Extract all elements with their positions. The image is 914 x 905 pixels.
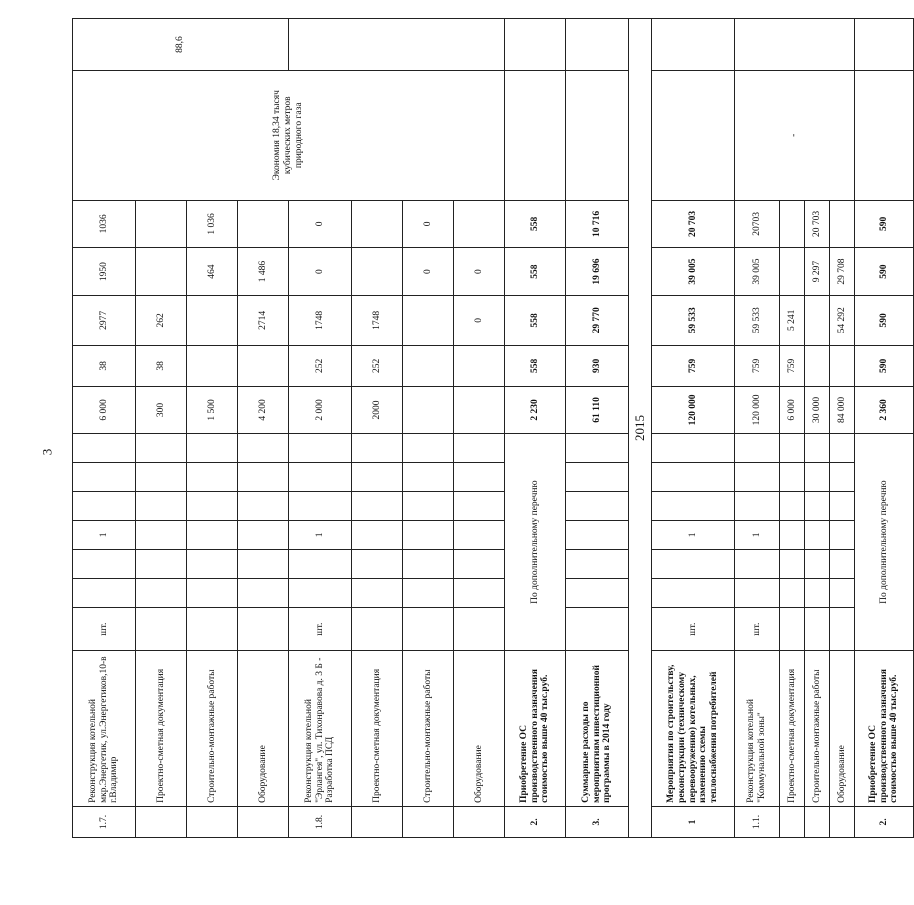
row-number [454, 806, 505, 837]
value-cell: 20 703 [652, 200, 735, 248]
empty-cell [187, 549, 238, 578]
unit-cell [136, 607, 187, 651]
row-name: Реконструкция котельной "Эрлангея", ул. Тихонравова д. 3 Б - Разработка ПСД [289, 651, 352, 807]
empty-cell [352, 549, 403, 578]
value-cell: 759 [780, 345, 805, 386]
value-cell: 0 [403, 248, 454, 296]
quantity-cell [403, 520, 454, 549]
empty-cell [652, 549, 735, 578]
empty-cell [289, 19, 505, 71]
value-cell: 590 [855, 248, 914, 296]
empty-cell [73, 578, 136, 607]
empty-cell [566, 491, 629, 520]
row-name: Оборудование [238, 651, 289, 807]
table-row [505, 19, 566, 838]
empty-cell [136, 491, 187, 520]
row-number [805, 806, 830, 837]
row-number: 2. [855, 806, 914, 837]
empty-cell [403, 433, 454, 462]
row-name: Оборудование [454, 651, 505, 807]
value-cell: 29 770 [566, 295, 629, 345]
value-cell: 590 [855, 200, 914, 248]
value-cell: 558 [505, 200, 566, 248]
value-cell [238, 345, 289, 386]
unit-cell [780, 607, 805, 651]
value-cell: 1950 [73, 248, 136, 296]
value-cell: 59 533 [735, 295, 780, 345]
row-name: Строительно-монтажные работы [403, 651, 454, 807]
empty-cell [735, 19, 855, 71]
value-cell: 0 [289, 200, 352, 248]
total-cell: 4 200 [238, 387, 289, 434]
quantity-cell: 1 [73, 520, 136, 549]
value-cell [403, 345, 454, 386]
value-cell [830, 200, 855, 248]
empty-cell [780, 549, 805, 578]
empty-cell [403, 549, 454, 578]
empty-cell [566, 607, 629, 651]
total-cell: 2000 [352, 387, 403, 434]
value-cell [238, 200, 289, 248]
value-cell [454, 200, 505, 248]
empty-cell [289, 578, 352, 607]
value-cell: 5 241 [780, 295, 805, 345]
total-cell [403, 387, 454, 434]
unit-cell: шт. [289, 607, 352, 651]
value-cell: 464 [187, 248, 238, 296]
value-cell: 2977 [73, 295, 136, 345]
empty-cell [454, 549, 505, 578]
quantity-cell [136, 520, 187, 549]
empty-cell [73, 549, 136, 578]
row-number: 1.1. [735, 806, 780, 837]
empty-cell [735, 578, 780, 607]
value-cell: 20 703 [805, 200, 830, 248]
value-cell: 39 005 [735, 248, 780, 296]
row-name: Проектно-сметная документация [780, 651, 805, 807]
row-name: Реконструкция котельной "Коммунальной зоны" [735, 651, 780, 807]
value-cell: 0 [403, 200, 454, 248]
empty-cell [566, 70, 629, 200]
value-cell: 29 708 [830, 248, 855, 296]
value-cell: 590 [855, 345, 914, 386]
value-cell [780, 200, 805, 248]
value-cell: 0 [454, 295, 505, 345]
value-cell [187, 345, 238, 386]
row-name: Приобретение ОС производственного назначения стоимостью выше 40 тыс.руб. [505, 651, 566, 807]
value-cell: 759 [735, 345, 780, 386]
empty-cell [780, 462, 805, 491]
quantity-cell [830, 520, 855, 549]
unit-cell [830, 607, 855, 651]
table-2015-body [652, 19, 914, 838]
unit-cell: шт. [735, 607, 780, 651]
quantity-cell [352, 520, 403, 549]
row-number: 1 [652, 806, 735, 837]
row-number: 1.7. [73, 806, 136, 837]
value-cell: 20703 [735, 200, 780, 248]
value-cell [352, 200, 403, 248]
by-list-cell: По дополнительному перечню [855, 433, 914, 651]
value-cell: 590 [855, 295, 914, 345]
empty-cell [187, 578, 238, 607]
value-cell: 54 292 [830, 295, 855, 345]
empty-cell [735, 549, 780, 578]
empty-cell [289, 549, 352, 578]
value-cell: 1036 [73, 200, 136, 248]
quantity-cell [780, 520, 805, 549]
economy-note: Экономия 18,34 тысяч кубических метров природного газа [73, 70, 505, 200]
empty-cell [403, 578, 454, 607]
row-number [830, 806, 855, 837]
value-cell: 252 [352, 345, 403, 386]
value-cell: 39 005 [652, 248, 735, 296]
quantity-cell: 1 [652, 520, 735, 549]
table-2014-body [73, 19, 629, 838]
value-cell: 1748 [352, 295, 403, 345]
empty-cell [238, 491, 289, 520]
unit-cell: шт. [73, 607, 136, 651]
empty-cell [454, 462, 505, 491]
top-right-value: 88,6 [73, 19, 289, 71]
table-row [652, 19, 735, 838]
value-cell: 1 036 [187, 200, 238, 248]
row-name: Суммарные расходы по мероприятиям инвестиционной программы в 2014 году [566, 651, 629, 807]
value-cell [136, 200, 187, 248]
value-cell: 10 716 [566, 200, 629, 248]
empty-cell [652, 70, 735, 200]
empty-cell [780, 491, 805, 520]
empty-cell [855, 19, 914, 71]
empty-cell [566, 578, 629, 607]
empty-cell [289, 462, 352, 491]
empty-cell [805, 549, 830, 578]
value-cell: 38 [73, 345, 136, 386]
value-cell [805, 295, 830, 345]
total-cell: 120 000 [652, 387, 735, 434]
row-name: Проектно-сметная документация [136, 651, 187, 807]
empty-cell [566, 19, 629, 71]
empty-cell [238, 433, 289, 462]
row-number [238, 806, 289, 837]
value-cell: 19 696 [566, 248, 629, 296]
empty-cell [136, 433, 187, 462]
value-cell: 558 [505, 345, 566, 386]
empty-cell [352, 578, 403, 607]
total-cell: 120 000 [735, 387, 780, 434]
quantity-cell [805, 520, 830, 549]
row-number: 1.8. [289, 806, 352, 837]
page-number: 3 [39, 448, 55, 456]
value-cell: 9 297 [805, 248, 830, 296]
empty-cell [403, 462, 454, 491]
value-cell: 930 [566, 345, 629, 386]
empty-cell [830, 433, 855, 462]
quantity-cell: 1 [289, 520, 352, 549]
empty-cell [805, 462, 830, 491]
empty-cell [136, 462, 187, 491]
empty-cell [238, 462, 289, 491]
empty-cell [830, 578, 855, 607]
row-name: Оборудование [830, 651, 855, 807]
value-cell [136, 248, 187, 296]
row-name: Реконструкция котельной мкр.Энергетик, ул.Энергетиков,10-в г.Владимир [73, 651, 136, 807]
value-cell [830, 345, 855, 386]
value-cell: 558 [505, 295, 566, 345]
quantity-cell: 1 [735, 520, 780, 549]
value-cell: 759 [652, 345, 735, 386]
value-cell: 1 486 [238, 248, 289, 296]
empty-cell [652, 19, 735, 71]
row-name: Проектно-сметная документация [352, 651, 403, 807]
value-cell [805, 345, 830, 386]
quantity-cell [187, 520, 238, 549]
unit-cell [352, 607, 403, 651]
unit-cell [805, 607, 830, 651]
value-cell [352, 248, 403, 296]
empty-cell [566, 520, 629, 549]
total-cell: 61 110 [566, 387, 629, 434]
total-cell: 1 500 [187, 387, 238, 434]
total-cell [454, 387, 505, 434]
empty-cell [505, 70, 566, 200]
empty-cell [238, 549, 289, 578]
empty-cell [289, 491, 352, 520]
value-cell: 558 [505, 248, 566, 296]
empty-cell [566, 433, 629, 462]
total-cell: 30 000 [805, 387, 830, 434]
empty-cell [73, 433, 136, 462]
empty-cell [652, 491, 735, 520]
empty-cell [652, 433, 735, 462]
empty-cell [805, 433, 830, 462]
empty-cell [780, 433, 805, 462]
unit-cell [238, 607, 289, 651]
empty-cell [855, 70, 914, 200]
empty-cell [566, 462, 629, 491]
investment-table [72, 18, 900, 838]
empty-cell [830, 491, 855, 520]
row-name: Строительно-монтажные работы [805, 651, 830, 807]
row-number [352, 806, 403, 837]
unit-cell [187, 607, 238, 651]
empty-cell [652, 578, 735, 607]
empty-cell [187, 491, 238, 520]
row-number [187, 806, 238, 837]
value-cell: 38 [136, 345, 187, 386]
empty-cell [735, 462, 780, 491]
empty-cell [805, 578, 830, 607]
empty-cell [735, 491, 780, 520]
table-row [855, 19, 914, 838]
empty-cell [805, 491, 830, 520]
empty-cell [73, 462, 136, 491]
total-cell: 84 000 [830, 387, 855, 434]
table-row [566, 19, 629, 838]
empty-cell [780, 578, 805, 607]
table-row [73, 19, 136, 838]
value-cell: 1748 [289, 295, 352, 345]
empty-cell [289, 433, 352, 462]
empty-cell [652, 462, 735, 491]
unit-cell [403, 607, 454, 651]
value-cell [187, 295, 238, 345]
table-row [735, 19, 780, 838]
total-cell: 2 000 [289, 387, 352, 434]
value-cell [454, 345, 505, 386]
total-cell: 2 230 [505, 387, 566, 434]
value-cell [780, 248, 805, 296]
empty-cell [566, 549, 629, 578]
value-cell: 2714 [238, 295, 289, 345]
empty-cell [136, 549, 187, 578]
empty-cell [454, 491, 505, 520]
empty-cell [735, 433, 780, 462]
row-number: 2. [505, 806, 566, 837]
empty-cell [136, 578, 187, 607]
empty-cell [352, 491, 403, 520]
empty-cell [238, 578, 289, 607]
value-cell: 59 533 [652, 295, 735, 345]
total-cell: 6 000 [73, 387, 136, 434]
unit-cell [454, 607, 505, 651]
row-number [780, 806, 805, 837]
empty-cell [73, 491, 136, 520]
empty-cell [505, 19, 566, 71]
empty-cell [830, 462, 855, 491]
dash-cell: - [735, 70, 855, 200]
total-cell: 6 000 [780, 387, 805, 434]
empty-cell [187, 433, 238, 462]
value-cell: 262 [136, 295, 187, 345]
value-cell [403, 295, 454, 345]
row-name: Мероприятия по строительству, реконструкции (техническому перевооружению) котельных, изменению схемы теплоснабжения потребителей [652, 651, 735, 807]
row-number [136, 806, 187, 837]
quantity-cell [238, 520, 289, 549]
year-2015-header: 2015 [629, 19, 652, 838]
quantity-cell [454, 520, 505, 549]
empty-cell [454, 578, 505, 607]
row-name: Приобретение ОС производственного назначения стоимостью выше 40 тыс.руб. [855, 651, 914, 807]
by-list-cell: По дополнительному перечню [505, 433, 566, 651]
total-cell: 2 360 [855, 387, 914, 434]
empty-cell [403, 491, 454, 520]
empty-cell [830, 549, 855, 578]
row-number [403, 806, 454, 837]
value-cell: 0 [454, 248, 505, 296]
empty-cell [454, 433, 505, 462]
row-number: 3. [566, 806, 629, 837]
unit-cell: шт. [652, 607, 735, 651]
empty-cell [352, 433, 403, 462]
empty-cell [352, 462, 403, 491]
total-cell: 300 [136, 387, 187, 434]
row-name: Строительно-монтажные работы [187, 651, 238, 807]
value-cell: 252 [289, 345, 352, 386]
value-cell: 0 [289, 248, 352, 296]
empty-cell [187, 462, 238, 491]
